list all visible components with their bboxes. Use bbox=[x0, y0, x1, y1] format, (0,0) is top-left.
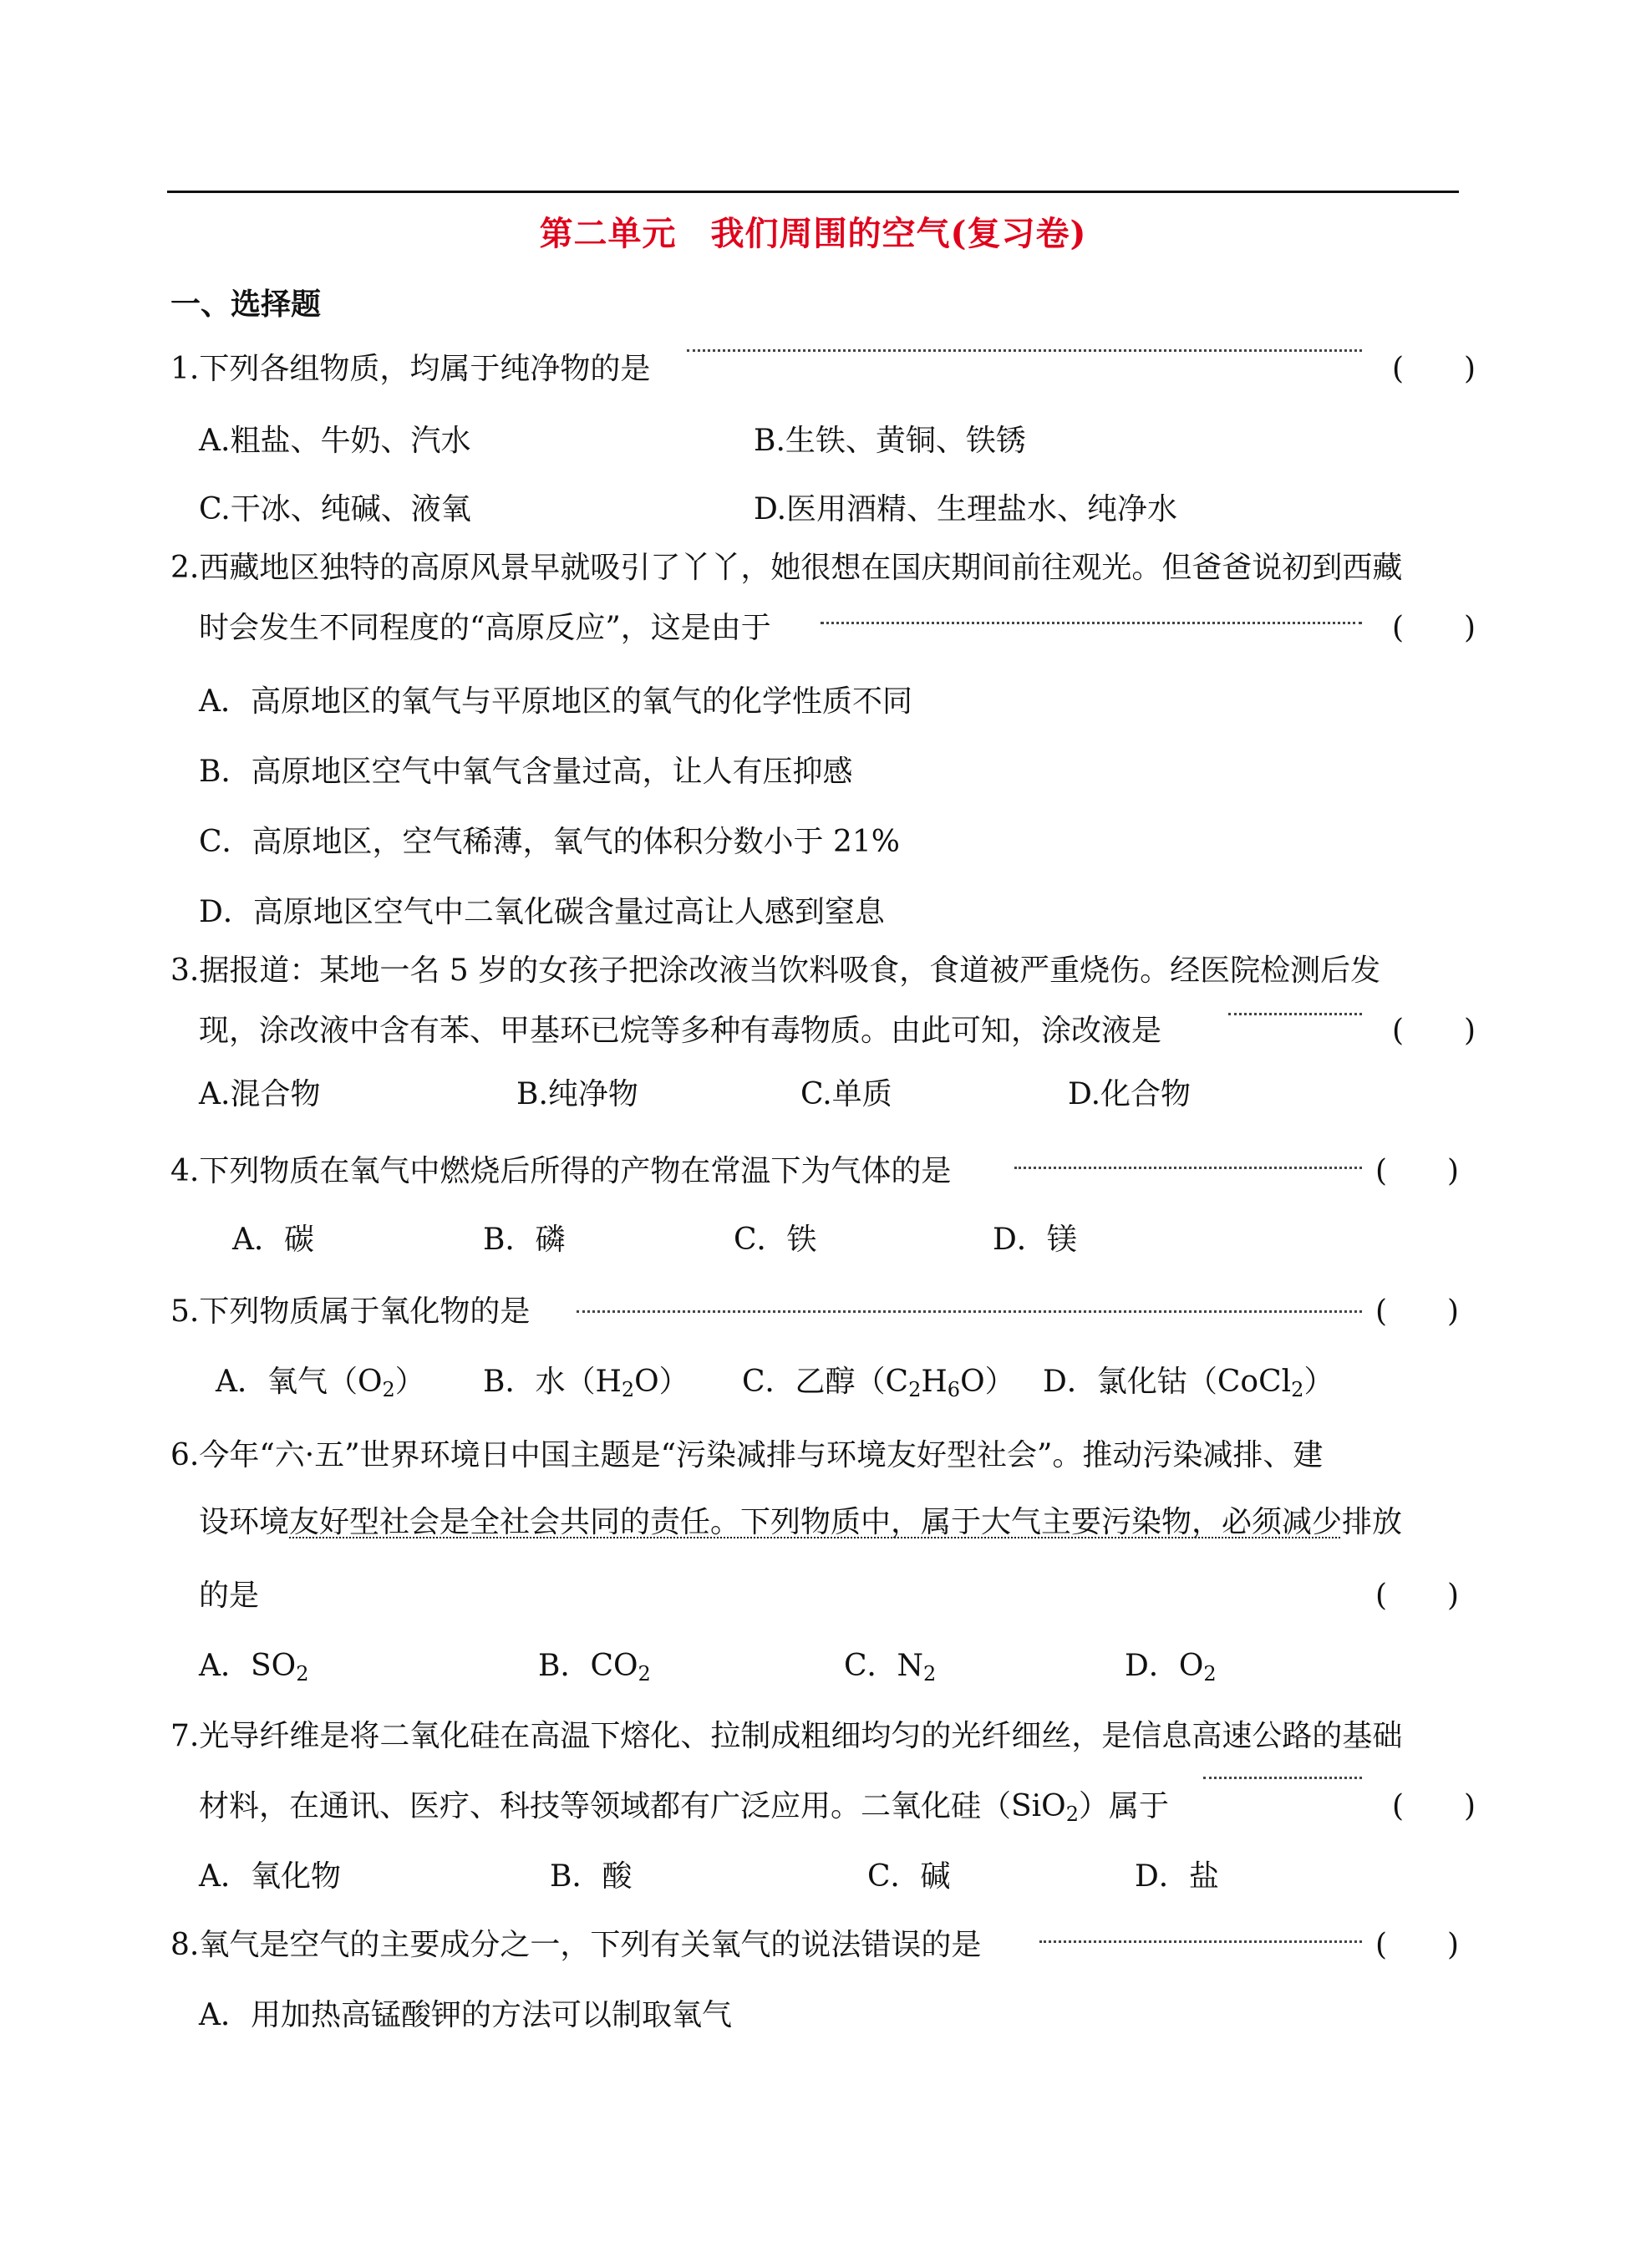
q3-leader bbox=[1228, 1013, 1362, 1015]
q3-stem-line2: 现，涂改液中含有苯、甲基环已烷等多种有毒物质。由此可知，涂改液是 bbox=[199, 1014, 1162, 1048]
q4-option-d: D．镁 bbox=[993, 1223, 1077, 1257]
q6-answer-blank: ( ) bbox=[1375, 1579, 1460, 1613]
q3-option-b: B.纯净物 bbox=[516, 1077, 638, 1111]
header-rule bbox=[167, 191, 1459, 193]
q4-stem: 4.下列物质在氧气中燃烧后所得的产物在常温下为气体的是 bbox=[170, 1154, 952, 1188]
q1-leader bbox=[687, 349, 1362, 352]
q8-option-a: A．用加热高锰酸钾的方法可以制取氧气 bbox=[199, 1998, 732, 2032]
q8-answer-blank: ( ) bbox=[1375, 1928, 1460, 1962]
q3-option-a: A.混合物 bbox=[199, 1077, 321, 1111]
q5-option-a: A．氧气$(O_2)$ bbox=[216, 1365, 425, 1401]
q2-leader bbox=[821, 622, 1362, 624]
q3-option-d: D.化合物 bbox=[1068, 1077, 1192, 1111]
q2-option-d: D．高原地区空气中二氧化碳含量过高让人感到窒息 bbox=[199, 895, 885, 929]
q7-option-a: A．氧化物 bbox=[199, 1859, 341, 1894]
q5-answer-blank: ( ) bbox=[1375, 1294, 1460, 1329]
q4-leader bbox=[1014, 1167, 1362, 1169]
q1-answer-blank: ( ) bbox=[1392, 352, 1476, 386]
q2-option-b: B．高原地区空气中氧气含量过高，让人有压抑感 bbox=[199, 755, 853, 789]
q7-leader bbox=[1203, 1777, 1362, 1779]
q4-option-b: B．磷 bbox=[483, 1223, 566, 1257]
q1-option-a: A.粗盐、牛奶、汽水 bbox=[199, 424, 471, 458]
q7-option-c: C．碱 bbox=[867, 1859, 951, 1894]
q3-answer-blank: ( ) bbox=[1392, 1014, 1476, 1048]
section-heading: 一、选择题 bbox=[170, 287, 322, 322]
q3-option-c: C.单质 bbox=[800, 1077, 892, 1111]
q6-stem-line2: 设环境友好型社会是全社会共同的责任。下列物质中，属于大气主要污染物，必须减少排放 bbox=[199, 1505, 1403, 1539]
q7-option-b: B．酸 bbox=[550, 1859, 633, 1894]
q6-stem-line1: 6.今年“六·五”世界环境日中国主题是“污染减排与环境友好型社会”。推动污染减排、建 bbox=[170, 1438, 1324, 1472]
q7-answer-blank: ( ) bbox=[1392, 1789, 1476, 1823]
q1-stem: 1.下列各组物质，均属于纯净物的是 bbox=[170, 352, 651, 386]
q1-option-b: B.生铁、黄铜、铁锈 bbox=[754, 424, 1026, 458]
q6-option-b: B．$CO_2$ bbox=[538, 1649, 651, 1686]
q1-option-d: D.医用酒精、生理盐水、纯净水 bbox=[754, 492, 1178, 526]
q2-answer-blank: ( ) bbox=[1392, 611, 1476, 645]
q8-stem: 8.氧气是空气的主要成分之一，下列有关氧气的说法错误的是 bbox=[170, 1928, 982, 1962]
q2-stem-line1: 2.西藏地区独特的高原风景早就吸引了丫丫，她很想在国庆期间前往观光。但爸爸说初到西藏 bbox=[170, 551, 1403, 585]
q6-option-c: C．$N_2$ bbox=[844, 1649, 937, 1686]
q7-stem-line1: 7.光导纤维是将二氧化硅在高温下熔化、拉制成粗细均匀的光纤细丝，是信息高速公路的基础 bbox=[170, 1719, 1403, 1753]
q7-stem-line2: 材料，在通讯、医疗、科技等领域都有广泛应用。二氧化硅（SiO$_2$）属于 bbox=[199, 1789, 1169, 1826]
page-title: 第二单元 我们周围的空气(复习卷) bbox=[539, 214, 1087, 253]
q4-answer-blank: ( ) bbox=[1375, 1154, 1460, 1188]
q2-stem-line2: 时会发生不同程度的“高原反应”，这是由于 bbox=[199, 611, 771, 645]
q7-option-d: D．盐 bbox=[1135, 1859, 1219, 1894]
q4-option-a: A．碳 bbox=[232, 1223, 314, 1257]
q8-leader bbox=[1039, 1940, 1362, 1943]
q4-option-c: C．铁 bbox=[734, 1223, 817, 1257]
q5-stem: 5.下列物质属于氧化物的是 bbox=[170, 1294, 531, 1329]
q2-option-c: C．高原地区，空气稀薄，氧气的体积分数小于 21% bbox=[199, 825, 901, 859]
q6-option-d: D．$O_2$ bbox=[1125, 1649, 1217, 1686]
q5-option-b: B．水$(H_2O)$ bbox=[483, 1365, 689, 1401]
q2-option-a: A．高原地区的氧气与平原地区的氧气的化学性质不同 bbox=[199, 684, 912, 719]
q1-option-c: C.干冰、纯碱、液氧 bbox=[199, 492, 471, 526]
q3-stem-line1: 3.据报道：某地一名 5 岁的女孩子把涂改液当饮料吸食，食道被严重烧伤。经医院检测后发 bbox=[170, 953, 1381, 988]
q5-leader bbox=[577, 1310, 1362, 1313]
q5-option-d: D．氯化钴（CoCl$_2$） bbox=[1043, 1365, 1334, 1401]
q5-option-c: C．乙醇$(C_2H_6O)$ bbox=[742, 1365, 1015, 1401]
q6-stem-line3: 的是 bbox=[199, 1579, 260, 1613]
q6-option-a: A．$SO_2$ bbox=[199, 1649, 309, 1686]
